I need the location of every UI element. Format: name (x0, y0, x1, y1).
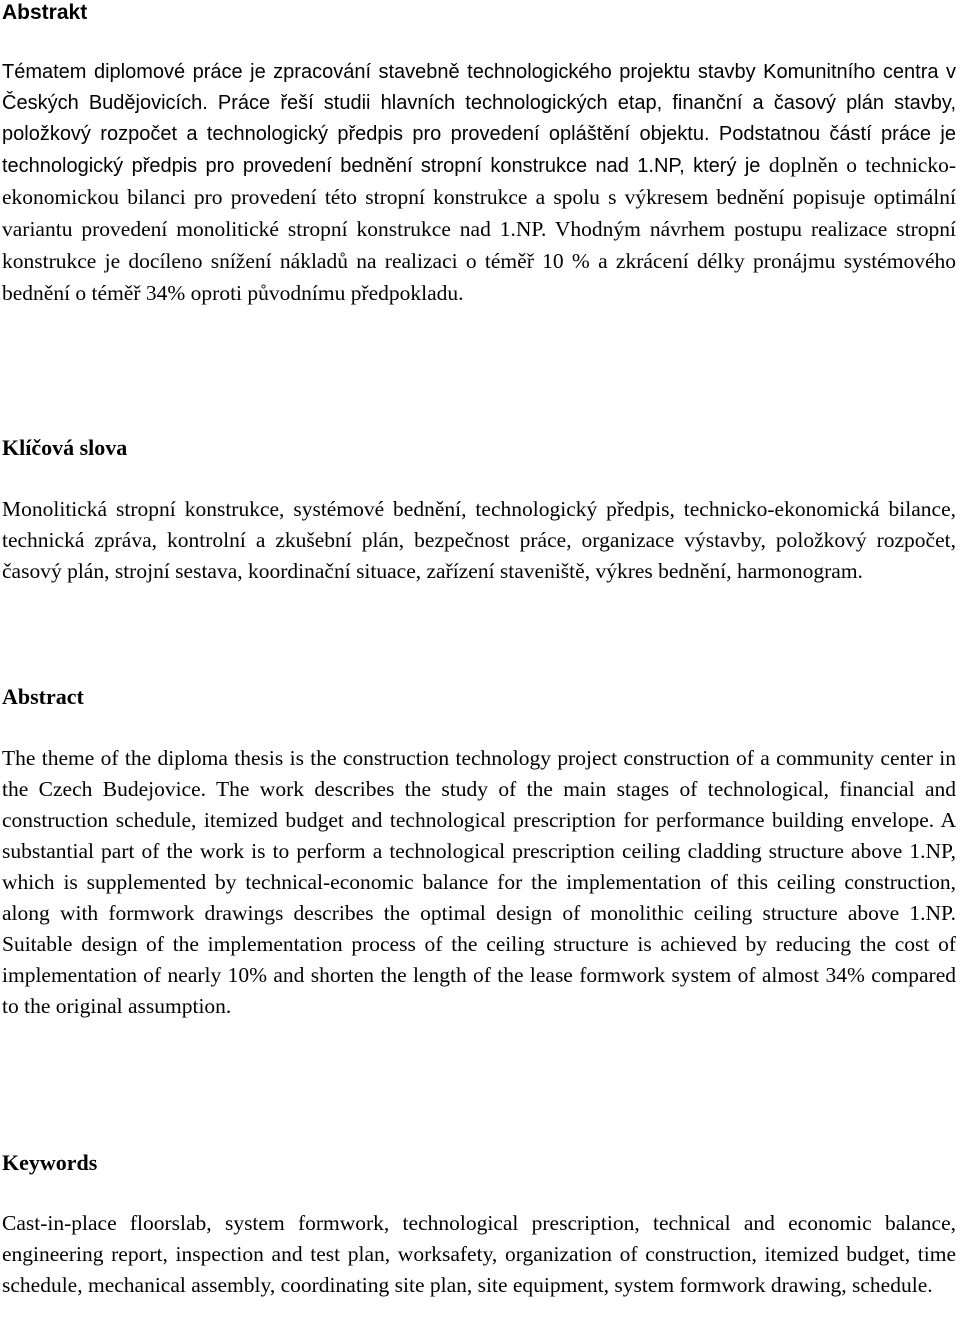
abstract-heading: Abstract (2, 684, 84, 709)
keywords-heading: Keywords (2, 1150, 98, 1175)
abstrakt-text-serif: doplněn o technicko-ekonomickou bilanci pro provedení této stropní konstrukce a spolu s výkresem bednění popisuje optimální variantu provedení monolitické stropní konstrukce nad 1.NP. Vhodným návrhem postupu realizace stropní konstrukce je docíleno snížení nákladů na realizaci o téměř 10 % a zkrácení délky pronájmu systémového bednění o téměř 34% oproti původnímu předpokladu. (2, 153, 956, 305)
abstrakt-text-sans: Tématem diplomové práce je zpracování stavebně technologického projektu stavby Komunitního centra v Českých Budějovicích. Práce řeší studii hlavních technologických etap, finanční a časový plán stavby, položkový rozpočet a technologický předpis pro provedení opláštění objektu. Podstatnou částí práce je technologický předpis pro provedení bednění stropní konstrukce nad 1.NP, který je (2, 61, 956, 177)
abstrakt-heading: Abstrakt (2, 1, 88, 24)
abstract-paragraph: The theme of the diploma thesis is the construction technology project construction of a community center in the Czech Budejovice. The work describes the study of the main stages of technological, financial and construction schedule, itemized budget and technological prescription for performance building envelope. A substantial part of the work is to perform a technological prescription ceiling cladding structure above 1.NP, which is supplemented by technical-economic balance for the implementation of this ceiling construction, along with formwork drawings describes the optimal design of monolithic ceiling structure above 1.NP. Suitable design of the implementation process of the ceiling structure is achieved by reducing the cost of implementation of nearly 10% and shorten the length of the lease formwork system of almost 34% compared to the original assumption. (2, 746, 956, 1018)
klicova-slova-heading: Klíčová slova (2, 435, 128, 460)
keywords-paragraph: Cast-in-place floorslab, system formwork, technological prescription, technical and economic balance, engineering report, inspection and test plan, worksafety, organization of construction, itemized budget, time schedule, mechanical assembly, coordinating site plan, site equipment, system formwork drawing, schedule. (2, 1211, 956, 1297)
klicova-slova-paragraph: Monolitická stropní konstrukce, systémové bednění, technologický předpis, technicko-ekonomická bilance, technická zpráva, kontrolní a zkušební plán, bezpečnost práce, organizace výstavby, položkový rozpočet, časový plán, strojní sestava, koordinační situace, zařízení staveniště, výkres bednění, harmonogram. (2, 497, 956, 583)
abstrakt-paragraph (2, 57, 956, 310)
